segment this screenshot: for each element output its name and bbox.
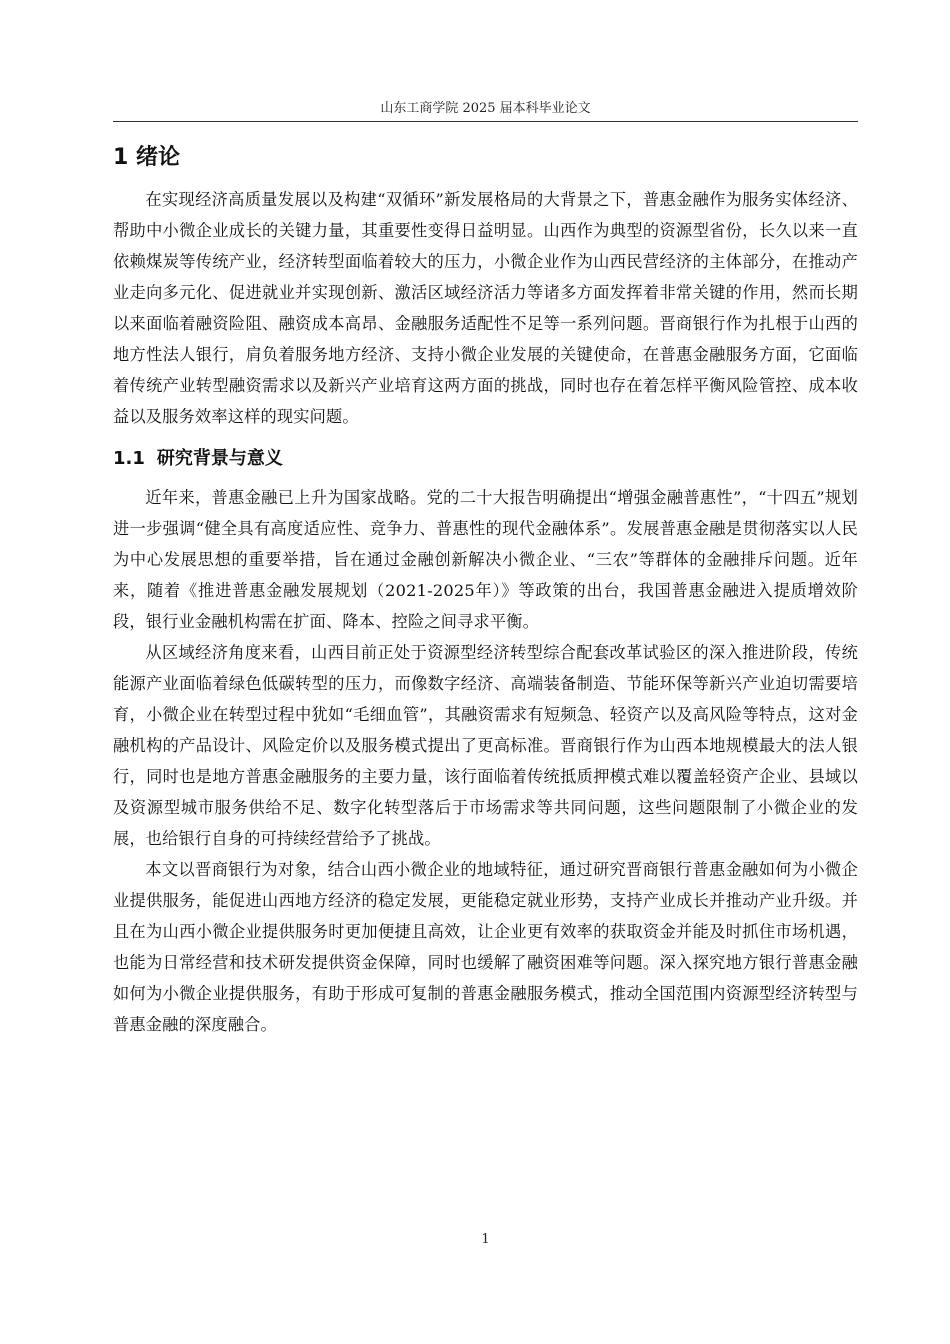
section-title: 研究背景与意义: [156, 448, 283, 469]
page-number: 1: [481, 1232, 490, 1247]
section-paragraph: 本文以晋商银行为对象，结合山西小微企业的地域特征，通过研究晋商银行普惠金融如何为小微企业提供服务，能促进山西地方经济的稳定发展，更能稳定就业形势，支持产业成长并推动产业升级。并且在为山西小微企业提供服务时更加便捷且高效，让企业更有效率的获取资金并能及时抓住市场机遇，也能为日常经营和技术研发提供资金保障，同时也缓解了融资困难等问题。深入探究地方银行普惠金融如何为小微企业提供服务，有助于形成可复制的普惠金融服务模式，推动全国范围内资源型经济转型与普惠金融的深度融合。: [113, 860, 858, 1034]
running-header: 山东工商学院 2025 届本科毕业论文: [380, 101, 591, 116]
section-paragraph: 近年来，普惠金融已上升为国家战略。党的二十大报告明确提出“增强金融普惠性”，“十四五”规划进一步强调“健全具有高度适应性、竞争力、普惠性的现代金融体系”。发展普惠金融是贯彻落实以人民为中心发展思想的重要举措，旨在通过金融创新解决小微企业、“三农”等群体的金融排斥问题。近年来，随着《推进普惠金融发展规划（2021-2025年）》等政策的出台，我国普惠金融进入提质增效阶段，银行业金融机构需在扩面、降本、控险之间寻求平衡。: [113, 488, 858, 631]
section-heading: [113, 442, 858, 476]
chapter-title: 1 绪论: [113, 145, 180, 170]
section-paragraph: 从区域经济角度来看，山西目前正处于资源型经济转型综合配套改革试验区的深入推进阶段，传统能源产业面临着绿色低碳转型的压力，而像数字经济、高端装备制造、节能环保等新兴产业迫切需要培育，小微企业在转型过程中犹如“毛细血管”，其融资需求有短频急、轻资产以及高风险等特点，这对金融机构的产品设计、风险定价以及服务模式提出了更高标准。晋商银行作为山西本地规模最大的法人银行，同时也是地方普惠金融服务的主要力量，该行面临着传统抵质押模式难以覆盖轻资产企业、县域以及资源型城市服务供给不足、数字化转型落后于市场需求等共同问题，这些问题限制了小微企业的发展，也给银行自身的可持续经营给予了挑战。: [113, 643, 858, 848]
header-divider: [113, 121, 858, 122]
section-number: 1.1: [113, 448, 145, 469]
chapter-intro-paragraph: 在实现经济高质量发展以及构建“双循环”新发展格局的大背景之下，普惠金融作为服务实体经济、帮助中小微企业成长的关键力量，其重要性变得日益明显。山西作为典型的资源型省份，长久以来一直依赖煤炭等传统产业，经济转型面临着较大的压力，小微企业作为山西民营经济的主体部分，在推动产业走向多元化、促进就业并实现创新、激活区域经济活力等诸多方面发挥着非常关键的作用，然而长期以来面临着融资险阻、融资成本高昂、金融服务适配性不足等一系列问题。晋商银行作为扎根于山西的地方性法人银行，肩负着服务地方经济、支持小微企业发展的关键使命，在普惠金融服务方面，它面临着传统产业转型融资需求以及新兴产业培育这两方面的挑战，同时也存在着怎样平衡风险管控、成本收益以及服务效率这样的现实问题。: [113, 190, 858, 426]
page-content: [113, 140, 858, 1040]
